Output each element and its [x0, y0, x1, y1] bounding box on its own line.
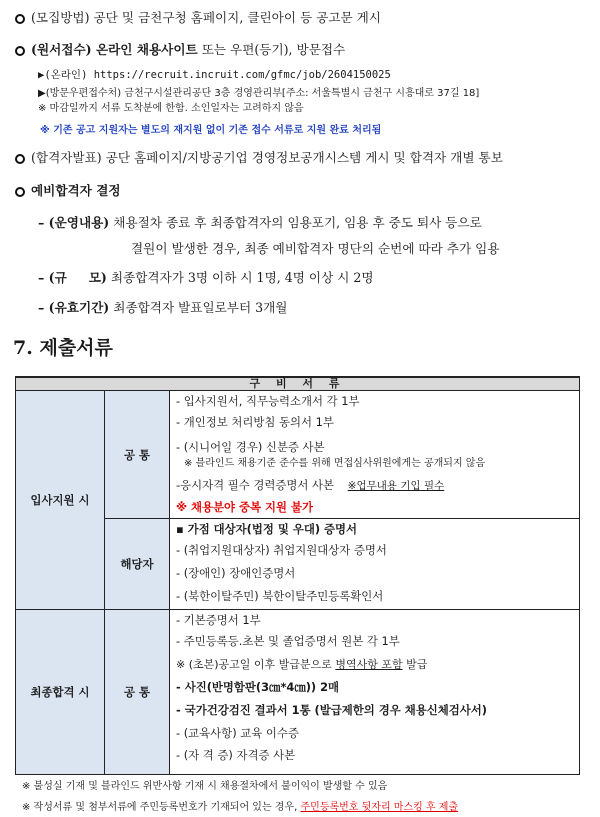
list-item: - 사진(반명함판(3㎝*4㎝)) 2매: [176, 680, 340, 694]
table-header: 구 비 서 류: [16, 377, 580, 391]
list-item: - (교육사항) 교육 이수증: [176, 726, 299, 740]
list-item: - 기본증명서 1부: [176, 613, 261, 627]
apply-common-cell: [170, 391, 580, 519]
footer-note-1: ※ 불성실 기재 및 블라인드 위반사항 기재 시 채용절차에서 불이익이 발생할 수 있음: [22, 781, 388, 792]
reserve-scale: – (규 모) 최종합격자가 3명 이하 시 1명, 4명 이상 시 2명: [38, 270, 374, 285]
application-line: (원서접수) 온라인 채용사이트 또는 우편(등기), 방문접수: [15, 39, 345, 58]
reserve-operation-cont: 결원이 발생한 경우, 최종 예비합격자 명단의 순번에 따라 추가 임용: [131, 241, 500, 256]
reserve-heading: 예비합격자 결정: [15, 180, 121, 199]
list-item: - (시니어일 경우) 신분증 사본: [176, 440, 325, 454]
apply-applicable-label: 해당자: [105, 519, 170, 610]
visit-address: ▶(방문우편접수처) 금천구시설관리공단 3층 경영관리부[주소: 서울특별시 금천구 시흥대로 37길 18]: [38, 88, 480, 99]
section-title: 7. 제출서류: [13, 337, 113, 359]
final-group-label: 최종합격 시: [16, 610, 105, 775]
list-item: - 주민등록등.초본 및 졸업증명서 원본 각 1부: [176, 634, 400, 648]
circle-bullet-icon: [15, 14, 25, 24]
list-item: - 개인정보 처리방침 동의서 1부: [176, 415, 334, 429]
reserve-validity: – (유효기간) 최종합격자 발표일로부터 3개월: [38, 300, 288, 315]
final-common-label: 공 통: [105, 610, 170, 775]
list-item: -응시자격 필수 경력증명서 사본 ※업무내용 기입 필수: [176, 478, 445, 492]
reserve-operation: – (운영내용) 채용절차 종료 후 최종합격자의 임용포기, 임용 후 중도 퇴사 등으로: [38, 215, 482, 230]
list-item: - (자 격 증) 자격증 사본: [176, 748, 296, 762]
announcement-line: (합격자발표) 공단 홈페이지/지방공기업 경영정보공개시스템 게시 및 합격자 개별 통보: [15, 147, 503, 166]
circle-bullet-icon: [15, 187, 25, 197]
circle-bullet-icon: [15, 154, 25, 164]
recruit-method-line: (모집방법) 공단 및 금천구청 홈페이지, 클린아이 등 공고문 게시: [15, 7, 381, 26]
apply-common-label: 공 통: [105, 391, 170, 519]
list-item: - 국가건강검진 결과서 1통 (발급제한의 경우 채용신체검사서): [176, 703, 487, 717]
documents-table: [15, 376, 580, 775]
final-common-cell: [170, 610, 580, 775]
list-item: ▪ 가점 대상자(법정 및 우대) 증명서: [176, 522, 358, 536]
list-item: - (장애인) 장애인증명서: [176, 566, 296, 580]
list-warning: ※ 채용분야 중복 지원 불가: [176, 500, 313, 514]
apply-group-label: 입사지원 시: [16, 391, 105, 610]
list-note: ※ (초본)공고일 이후 발급분으로 병역사항 포함 발급: [176, 658, 428, 671]
list-item: - (취업지원대상자) 취업지원대상자 증명서: [176, 543, 387, 557]
circle-bullet-icon: [15, 46, 25, 56]
apply-applicable-cell: [170, 519, 580, 610]
online-url[interactable]: ▶(온라인) https://recruit.incruit.com/gfmc/job/2604150025: [38, 69, 391, 81]
footer-note-2: ※ 작성서류 및 첨부서류에 주민등록번호가 기재되어 있는 경우, 주민등록번호 뒷자리 마스킹 후 제출: [22, 802, 459, 813]
reapply-note: ※ 기존 공고 지원자는 별도의 재지원 없이 기존 접수 서류로 지원 완료 처리됨: [40, 125, 382, 136]
list-item: - 입사지원서, 직무능력소개서 각 1부: [176, 394, 360, 408]
list-item: - (북한이탈주민) 북한이탈주민등록확인서: [176, 589, 384, 603]
deadline-note: ※ 마감일까지 서류 도착분에 한함. 소인일자는 고려하지 않음: [38, 103, 304, 114]
list-note: ※ 블라인드 채용기준 준수를 위해 면접심사위원에게는 공개되지 않음: [184, 458, 486, 469]
